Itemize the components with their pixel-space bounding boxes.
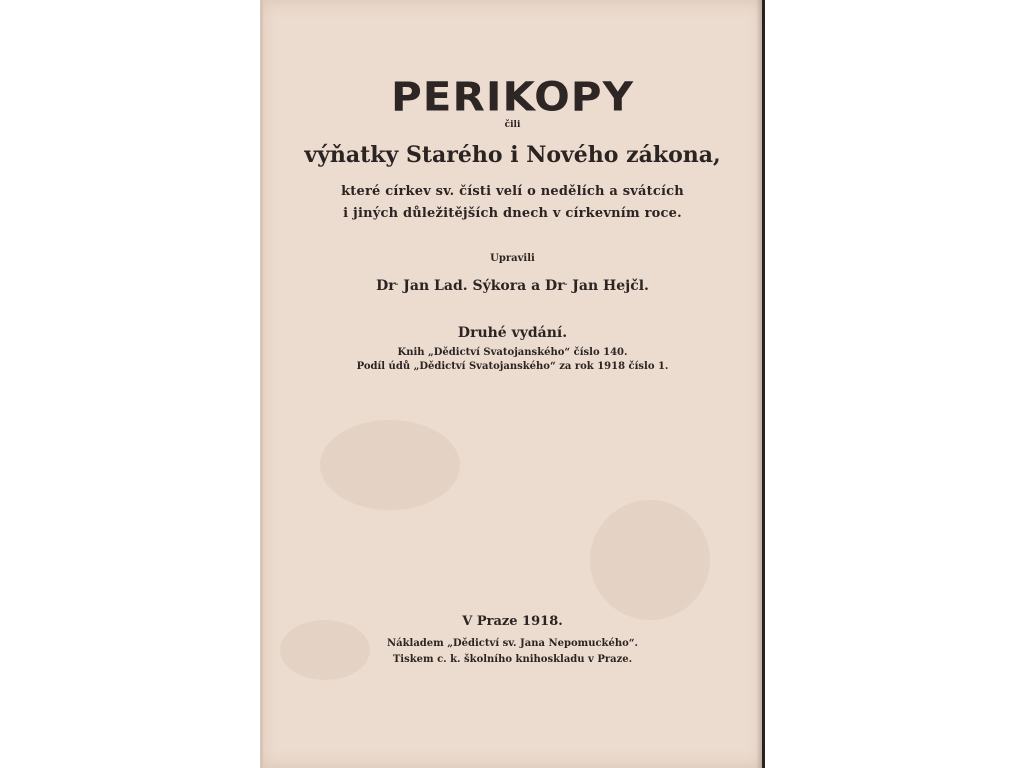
book-title: PERIKOPY — [391, 73, 634, 120]
series-line-1: Knih „Dědictví Svatojanského“ číslo 140. — [397, 347, 628, 358]
description-line-1: které církev sv. čísti velí o nedělích a svátcích — [341, 184, 684, 199]
edition-label: Druhé vydání. — [457, 325, 568, 341]
title-connector: čili — [504, 120, 521, 130]
publisher-line: Nákladem „Dědictví sv. Jana Nepomuckého“. — [386, 638, 639, 649]
author-2-prefix-dot: . — [564, 277, 568, 287]
place-year: V Praze 1918. — [462, 614, 563, 629]
series-line-2: Podíl údů „Dědictví Svatojanského“ za rok 1918 číslo 1. — [356, 361, 669, 372]
authors-line — [260, 277, 765, 294]
author-2-prefix: Dr — [545, 278, 565, 294]
author-1-prefix-dot: . — [395, 277, 399, 287]
paper-stain — [280, 620, 370, 680]
printer-line: Tiskem c. k. školního knihoskladu v Praze. — [392, 654, 633, 665]
paper-stain — [320, 420, 460, 510]
author-2-name: Jan Hejčl. — [572, 278, 649, 294]
book-title-page — [260, 0, 765, 768]
description-line-2: i jiných důležitějších dnech v církevním roce. — [343, 206, 682, 221]
page-edge — [762, 0, 765, 768]
author-1-name: Jan Lad. Sýkora a — [403, 278, 541, 294]
book-subtitle: výňatky Starého i Nového zákona, — [304, 142, 721, 168]
edited-by-label: Upravili — [490, 253, 535, 264]
author-1-prefix: Dr — [376, 278, 396, 294]
paper-stain — [590, 500, 710, 620]
